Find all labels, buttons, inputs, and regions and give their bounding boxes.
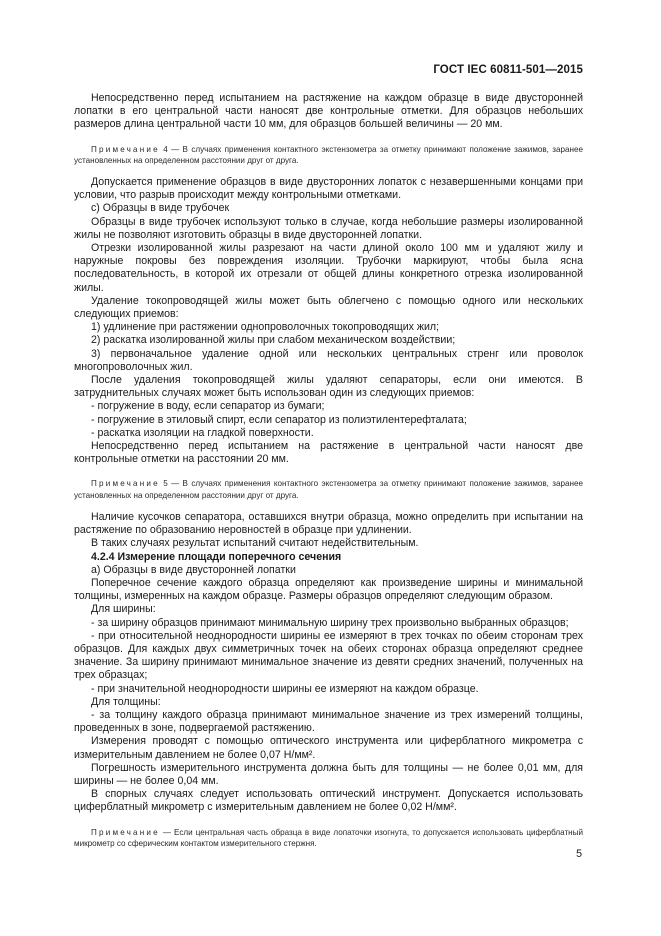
- paragraph: - за толщину каждого образца принимают минимальное значение из трех измерений толщины, проведенных в зоне, подвергаемой растяжению.: [74, 708, 583, 735]
- note-label: Примечание: [91, 144, 160, 154]
- paragraph: с) Образцы в виде трубочек: [91, 202, 230, 215]
- paragraph: Допускается применение образцов в виде двусторонних лопаток с незавершенными концами при условии, что разрыв происходит между контрольными отметками.: [74, 176, 583, 202]
- page-number: 5: [576, 848, 582, 860]
- paragraph: - за ширину образцов принимают минимальную ширину трех произвольно выбранных образцов;: [91, 616, 569, 629]
- note-text: — Если центральная часть образца в виде лопаточки изогнута, то допускается использовать циферблатный микрометр со сферическим контактом измерительного стержня.: [74, 827, 583, 848]
- paragraph: - при значительной неоднородности ширины ее измеряют на каждом образце.: [91, 682, 479, 695]
- paragraph: В таких случаях результат испытаний считают недействительным.: [91, 537, 419, 550]
- paragraph: Отрезки изолированной жилы разрезают на части длиной около 100 мм и удаляют жилу и наружные покровы без повреждения изоляции. Трубочки маркируют, чтобы была ясна последовательность, в которой их отрезали от общей длины конкретного отрезка изолированной жилы.: [74, 242, 583, 294]
- paragraph: Для толщины:: [91, 695, 161, 708]
- paragraph: Непосредственно перед испытанием на растяжение в центральной части наносят две контрольные отметки на расстоянии 20 мм.: [74, 440, 583, 466]
- note-text: 4 — В случаях применения контактного экстензометра за отметку принимают положение зажимов, заранее установленных на определенном расстоянии друг от друга.: [74, 144, 583, 165]
- paragraph: Измерения проводят с помощью оптического инструмента или циферблатного микрометра с измерительным давлением не более 0,07 Н/мм².: [74, 735, 583, 761]
- note: [74, 144, 583, 166]
- paragraph: Образцы в виде трубочек используют только в случае, когда небольшие размеры изолированной жилы не позволяют изготовить образцы в виде двусторонней лопатки.: [74, 215, 583, 241]
- paragraph: - погружение в воду, если сепаратор из бумаги;: [91, 400, 325, 413]
- paragraph: Погрешность измерительного инструмента должна быть для толщины — не более 0,01 мм, для ширины — не более 0,04 мм.: [74, 761, 583, 787]
- document-header: ГОСТ IEC 60811-501—2015: [433, 64, 583, 76]
- note: [74, 478, 583, 500]
- paragraph: Удаление токопроводящей жилы может быть облегчено с помощью одного или нескольких следующих приемов:: [74, 294, 583, 321]
- note-label: Примечание: [91, 479, 160, 489]
- paragraph: - погружение в этиловый спирт, если сепаратор из полиэтилентерефталата;: [91, 413, 467, 426]
- note-text: 5 — В случаях применения контактного экстензометра за отметку принимают положение зажимов, заранее установленных на определенном расстоянии друг от друга.: [74, 479, 583, 500]
- paragraph: В спорных случаях следует использовать оптический инструмент. Допускается использовать циферблатный микрометр с измерительным давлением не более 0,02 Н/мм².: [74, 788, 583, 814]
- paragraph: 3) первоначальное удаление одной или нескольких центральных стренг или проволок многопроволочных жил.: [74, 347, 583, 373]
- section-heading: 4.2.4 Измерение площади поперечного сечения: [91, 550, 342, 563]
- paragraph: После удаления токопроводящей жилы удаляют сепараторы, если они имеются. В затруднительных случаях может быть использован один из следующих приемов:: [74, 374, 583, 400]
- document-body: [74, 92, 583, 859]
- paragraph: - при относительной неоднородности ширины ее измеряют в трех точках по обеим сторонам трех образцов. Для каждых двух симметричных точек на обеих сторонах образца определяют среднее значение. За ширину принимают минимальное значение из девяти средних значений, полученных на трех образцах;: [74, 629, 583, 682]
- paragraph: Для ширины:: [91, 603, 156, 616]
- paragraph: 2) раскатка изолированной жилы при слабом механическом воздействии;: [91, 334, 456, 347]
- paragraph: 1) удлинение при растяжении однопроволочных токопроводящих жил;: [91, 321, 440, 334]
- note-label: Примечание: [91, 827, 160, 837]
- note: [74, 827, 583, 849]
- paragraph: Поперечное сечение каждого образца определяют как произведение ширины и минимальной толщины, измеренных на каждом образце. Размеры образцов определяют следующим образом.: [74, 576, 583, 603]
- paragraph: Наличие кусочков сепаратора, оставшихся внутри образца, можно определить при испытании на растяжение по образованию неровностей в образце при удлинении.: [74, 510, 583, 537]
- paragraph: Непосредственно перед испытанием на растяжение на каждом образце в виде двусторонней лопатки в его центральной части наносят две контрольные отметки. Для образцов небольших размеров длина центральной части 10 мм, для образцов большей величины — 20 мм.: [74, 92, 583, 131]
- paragraph: а) Образцы в виде двусторонней лопатки: [91, 563, 296, 576]
- paragraph: - раскатка изоляции на гладкой поверхности.: [91, 426, 314, 439]
